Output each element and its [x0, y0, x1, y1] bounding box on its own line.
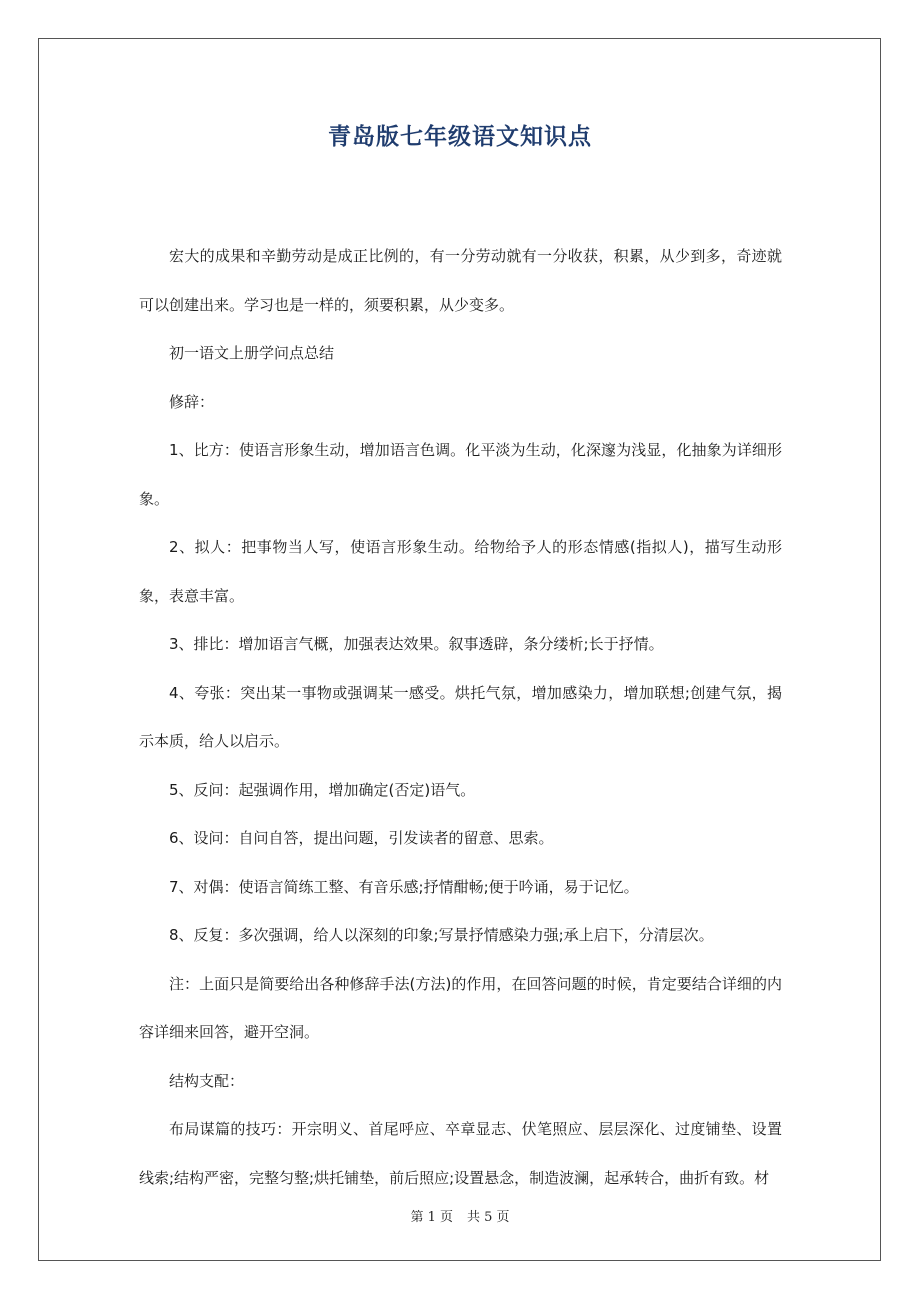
rhetoric-note: 注：上面只是简要给出各种修辞手法(方法)的作用，在回答问题的时候，肯定要结合详细的内容详细来回答，避开空洞。 — [139, 974, 782, 1041]
page-number: 第 1 页 — [410, 1210, 453, 1225]
rhetoric-item-personification: 2、拟人：把事物当人写，使语言形象生动。给物给予人的形态情感(指拟人)，描写生动形象，表意丰富。 — [139, 538, 782, 605]
rhetoric-item-repetition: 8、反复：多次强调，给人以深刻的印象;写景抒情感染力强;承上启下，分清层次。 — [169, 926, 714, 944]
rhetoric-item-antithesis: 7、对偶：使语言简练工整、有音乐感;抒情酣畅;便于吟诵，易于记忆。 — [169, 877, 639, 896]
rhetoric-item-rhetorical-question: 5、反问：起强调作用，增加确定(否定)语气。 — [169, 780, 476, 799]
rhetoric-item-parallelism: 3、排比：增加语言气概，加强表达效果。叙事透辟，条分缕析;长于抒情。 — [169, 635, 664, 653]
section-heading-rhetoric: 修辞： — [169, 392, 215, 411]
page-total: 共 5 页 — [467, 1210, 510, 1225]
section-heading-structure: 结构支配： — [169, 1071, 245, 1090]
structure-techniques-paragraph: 布局谋篇的技巧：开宗明义、首尾呼应、卒章显志、伏笔照应、层层深化、过度铺垫、设置线索;结构严密，完整匀整;烘托铺垫，前后照应;设置悬念，制造波澜，起承转合，曲折有致。材 — [139, 1120, 782, 1187]
intro-paragraph: 宏大的成果和辛勤劳动是成正比例的，有一分劳动就有一分收获，积累，从少到多，奇迹就可以创建出来。学习也是一样的，须要积累，从少变多。 — [139, 247, 782, 314]
document-title: 青岛版七年级语文知识点 — [328, 124, 592, 150]
page-footer — [0, 1206, 920, 1225]
section-heading-summary: 初一语文上册学问点总结 — [169, 344, 335, 362]
rhetoric-item-self-question: 6、设问：自问自答，提出问题，引发读者的留意、思索。 — [169, 829, 554, 847]
rhetoric-item-hyperbole: 4、夸张：突出某一事物或强调某一感受。烘托气氛，增加感染力，增加联想;创建气氛，揭示本质，给人以启示。 — [139, 683, 782, 750]
rhetoric-item-metaphor: 1、比方：使语言形象生动，增加语言色调。化平淡为生动，化深邃为浅显，化抽象为详细形象。 — [139, 441, 782, 508]
document-body — [139, 232, 782, 1202]
